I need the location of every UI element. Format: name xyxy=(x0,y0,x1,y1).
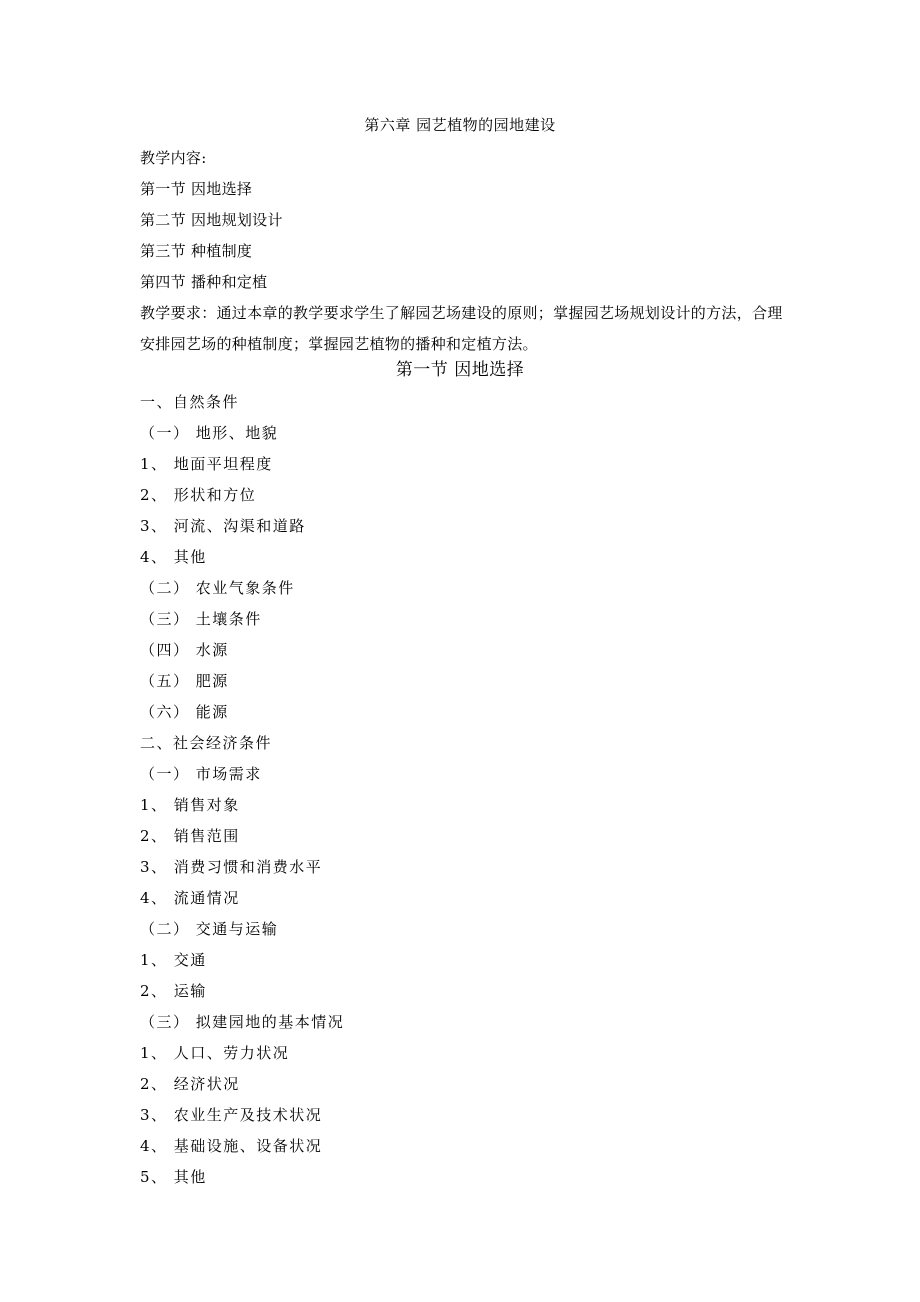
outline-item: （四） 水源 xyxy=(140,641,229,659)
outline-item: 1、 地面平坦程度 xyxy=(140,455,273,473)
outline-item: 4、 其他 xyxy=(140,548,207,566)
outline-item: 2、 形状和方位 xyxy=(140,486,257,504)
outline-item: 3、 消费习惯和消费水平 xyxy=(140,858,323,876)
outline-item: 3、 河流、沟渠和道路 xyxy=(140,517,306,535)
outline-item: 2、 销售范围 xyxy=(140,827,240,845)
content-label: 教学内容: xyxy=(140,149,207,167)
outline-item: （六） 能源 xyxy=(140,703,229,721)
section-list-item: 第三节 种植制度 xyxy=(140,242,253,260)
chapter-title: 第六章 园艺植物的园地建设 xyxy=(364,116,556,134)
outline-item: （五） 肥源 xyxy=(140,672,229,690)
outline-item: 4、 流通情况 xyxy=(140,889,240,907)
outline-item: 2、 运输 xyxy=(140,982,207,1000)
outline-item: 1、 交通 xyxy=(140,951,207,969)
outline-item: 3、 农业生产及技术状况 xyxy=(140,1106,323,1124)
teaching-requirement: 教学要求：通过本章的教学要求学生了解园艺场建设的原则；掌握园艺场规划设计的方法，合理安排园艺场的种植制度；掌握园艺植物的播种和定植方法。 xyxy=(140,304,783,353)
outline-item: 4、 基础设施、设备状况 xyxy=(140,1137,323,1155)
outline-item: （三） 拟建园地的基本情况 xyxy=(140,1013,345,1031)
outline-item: 1、 人口、劳力状况 xyxy=(140,1044,290,1062)
outline-list xyxy=(140,387,790,1193)
outline-item: 2、 经济状况 xyxy=(140,1075,240,1093)
outline-item: （一） 地形、地貌 xyxy=(140,424,279,442)
outline-item: 1、 销售对象 xyxy=(140,796,240,814)
section-list-item: 第一节 因地选择 xyxy=(140,180,253,198)
outline-item: 一、自然条件 xyxy=(140,393,240,411)
teaching-intro xyxy=(140,143,790,360)
outline-item: （一） 市场需求 xyxy=(140,765,262,783)
outline-item: 5、 其他 xyxy=(140,1168,207,1186)
section-list-item: 第二节 因地规划设计 xyxy=(140,211,283,229)
outline-item: 二、社会经济条件 xyxy=(140,734,273,752)
outline-item: （三） 土壤条件 xyxy=(140,610,262,628)
section-list-item: 第四节 播种和定植 xyxy=(140,273,268,291)
outline-item: （二） 农业气象条件 xyxy=(140,579,295,597)
section-heading: 第一节 因地选择 xyxy=(395,360,525,380)
outline-item: （二） 交通与运输 xyxy=(140,920,279,938)
